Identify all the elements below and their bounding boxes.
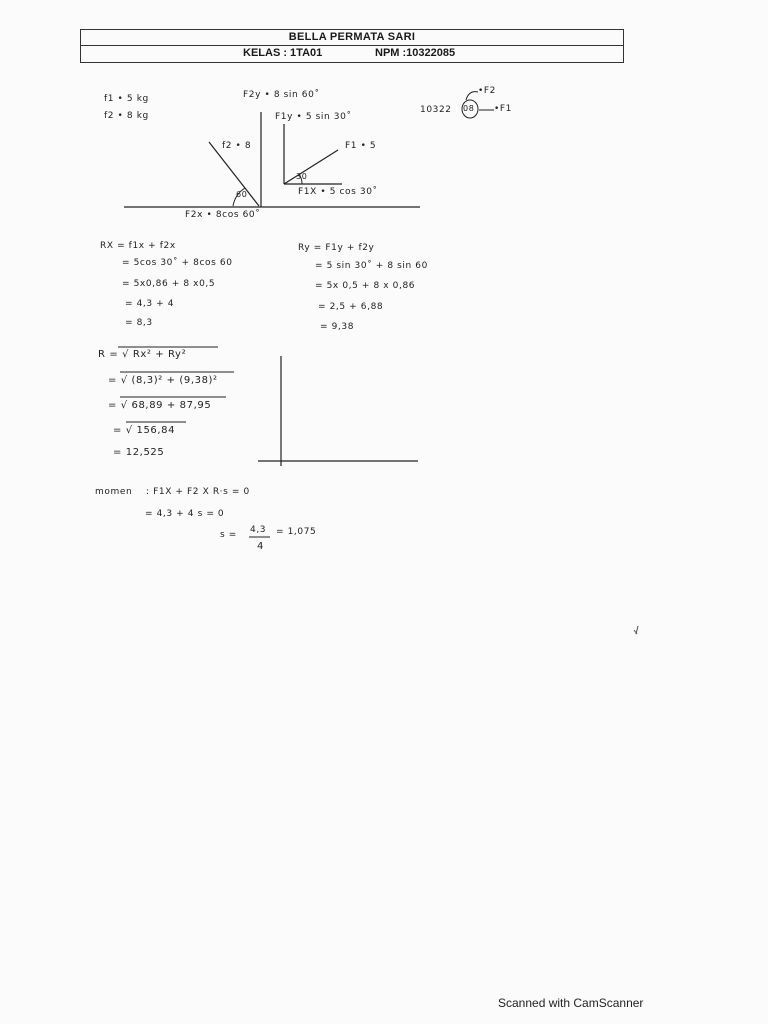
f2-arrow-label: •F2 <box>478 86 497 96</box>
momen-line-1: : F1X + F2 X R·s = 0 <box>146 487 250 497</box>
momen-s-result: = 1,075 <box>276 527 317 537</box>
angle30-label: 30 <box>296 172 308 181</box>
f2x-label: F2x • 8cos 60˚ <box>185 210 261 220</box>
f1-vector <box>284 150 338 184</box>
f2-magnitude-label: f2 • 8 <box>222 141 252 151</box>
r-line-3: = √ 68,89 + 87,95 <box>108 400 212 411</box>
given-f2: f2 • 8 kg <box>104 111 149 121</box>
npm-note: 10322 <box>420 105 452 115</box>
npm-circle-text: 08 <box>463 104 475 113</box>
f2y-label: F2y • 8 sin 60˚ <box>243 90 320 100</box>
r-line-1: R = √ Rx² + Ry² <box>98 349 187 360</box>
f1-arrow-label: •F1 <box>494 104 513 114</box>
f2-arrow-line <box>466 92 478 100</box>
student-name: BELLA PERMATA SARI <box>81 30 623 46</box>
class-label: KELAS : 1TA01 <box>243 47 323 59</box>
rx-line-3: = 5x0,86 + 8 x0,5 <box>122 279 216 289</box>
f2-vector <box>209 142 259 206</box>
r-line-4: = √ 156,84 <box>113 425 176 436</box>
given-f1: f1 • 5 kg <box>104 94 149 104</box>
angle60-label: 60 <box>236 190 248 199</box>
momen-s-numerator: 4,3 <box>250 525 267 535</box>
scanner-watermark: Scanned with CamScanner <box>498 996 644 1010</box>
ry-line-3: = 5x 0,5 + 8 x 0,86 <box>315 281 416 291</box>
r-line-5: = 12,525 <box>113 447 165 458</box>
f1y-label: F1y • 5 sin 30˚ <box>275 112 352 122</box>
r-line-2: = √ (8,3)² + (9,38)² <box>108 375 218 386</box>
momen-line-2: = 4,3 + 4 s = 0 <box>145 509 225 519</box>
ry-line-1: Ry = F1y + f2y <box>298 243 375 253</box>
f1x-label: F1X • 5 cos 30˚ <box>298 187 378 197</box>
ry-line-5: = 9,38 <box>320 322 355 332</box>
momen-label: momen <box>95 487 133 497</box>
rx-line-2: = 5cos 30˚ + 8cos 60 <box>122 258 233 268</box>
f1-magnitude-label: F1 • 5 <box>345 141 377 151</box>
rx-line-5: = 8,3 <box>125 318 153 328</box>
npm-label: NPM :10322085 <box>375 47 456 59</box>
ry-line-4: = 2,5 + 6,88 <box>318 302 384 312</box>
momen-s-denominator: 4 <box>257 541 264 552</box>
stray-mark-2 <box>636 626 638 634</box>
rx-line-1: RX = f1x + f2x <box>100 241 176 251</box>
momen-s-prefix: s = <box>220 530 237 540</box>
ry-line-2: = 5 sin 30˚ + 8 sin 60 <box>315 261 428 271</box>
rx-line-4: = 4,3 + 4 <box>125 299 175 309</box>
